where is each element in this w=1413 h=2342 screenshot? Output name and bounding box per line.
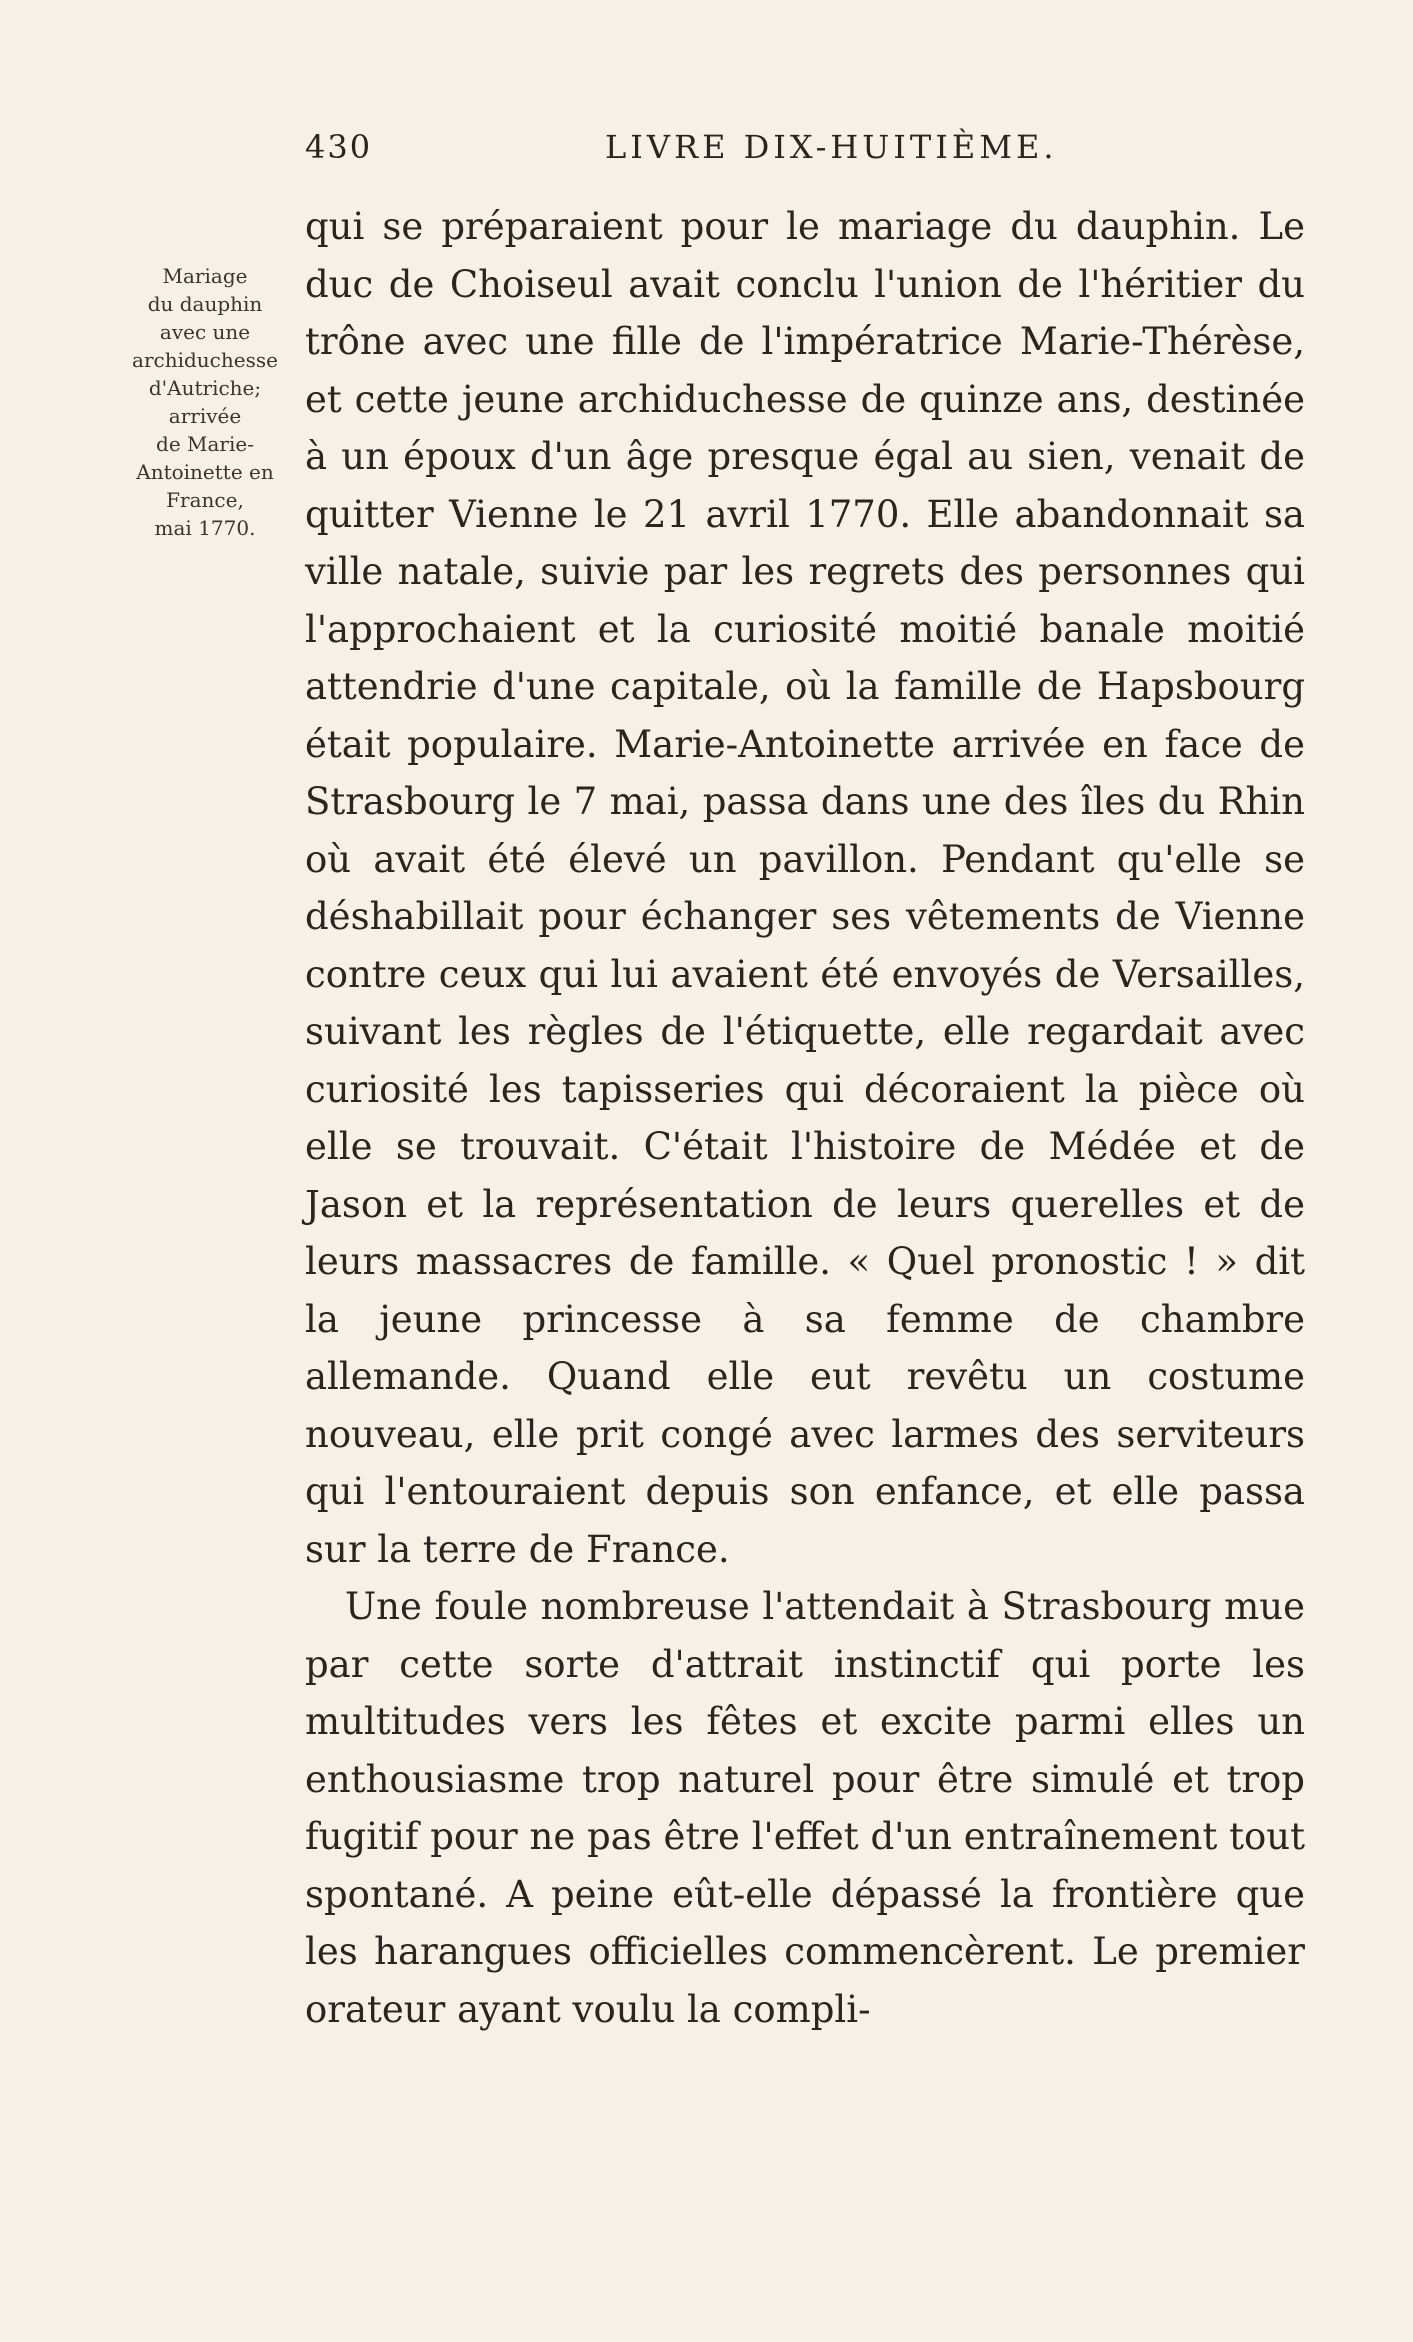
margin-note: Mariage du dauphin avec une archiduchesse d'Autriche; arrivée de Marie- Antoinette en France, mai 1770. [132, 264, 278, 540]
chapter-title: LIVRE DIX-HUITIÈME. [605, 128, 1058, 166]
paragraph: Une foule nombreuse l'attendait à Strasbourg mue par cette sorte d'attrait instinctif qui porte les multitudes vers les fêtes et excite parmi elles un enthousiasme trop naturel pour être simulé et trop fugitif pour ne pas être l'effet d'un entraînement tout spontané. A peine eût-elle dépassé la frontière que les harangues officielles commencèrent. Le premier orateur ayant voulu la compli- [305, 1585, 1305, 2031]
main-text [305, 198, 1305, 2038]
running-head [305, 128, 1305, 168]
page-number: 430 [305, 128, 373, 166]
paragraph: qui se préparaient pour le mariage du dauphin. Le duc de Choiseul avait conclu l'union de l'héritier du trône avec une fille de l'impératrice Marie-Thérèse, et cette jeune archiduchesse de quinze ans, destinée à un époux d'un âge presque égal au sien, venait de quitter Vienne le 21 avril 1770. Elle abandonnait sa ville natale, suivie par les regrets des personnes qui l'approchaient et la curiosité moitié banale moitié attendrie d'une capitale, où la famille de Hapsbourg était populaire. Marie-Antoinette arrivée en face de Strasbourg le 7 mai, passa dans une des îles du Rhin où avait été élevé un pavillon. Pendant qu'elle se déshabillait pour échanger ses vêtements de Vienne contre ceux qui lui avaient été envoyés de Versailles, suivant les règles de l'étiquette, elle regardait avec curiosité les tapisseries qui décoraient la pièce où elle se trouvait. C'était l'histoire de Médée et de Jason et la représentation de leurs querelles et de leurs massacres de famille. « Quel pronostic ! » dit la jeune princesse à sa femme de chambre allemande. Quand elle eut revêtu un costume nouveau, elle prit congé avec larmes des serviteurs qui l'entouraient depuis son enfance, et elle passa sur la terre de France. [305, 205, 1305, 1571]
